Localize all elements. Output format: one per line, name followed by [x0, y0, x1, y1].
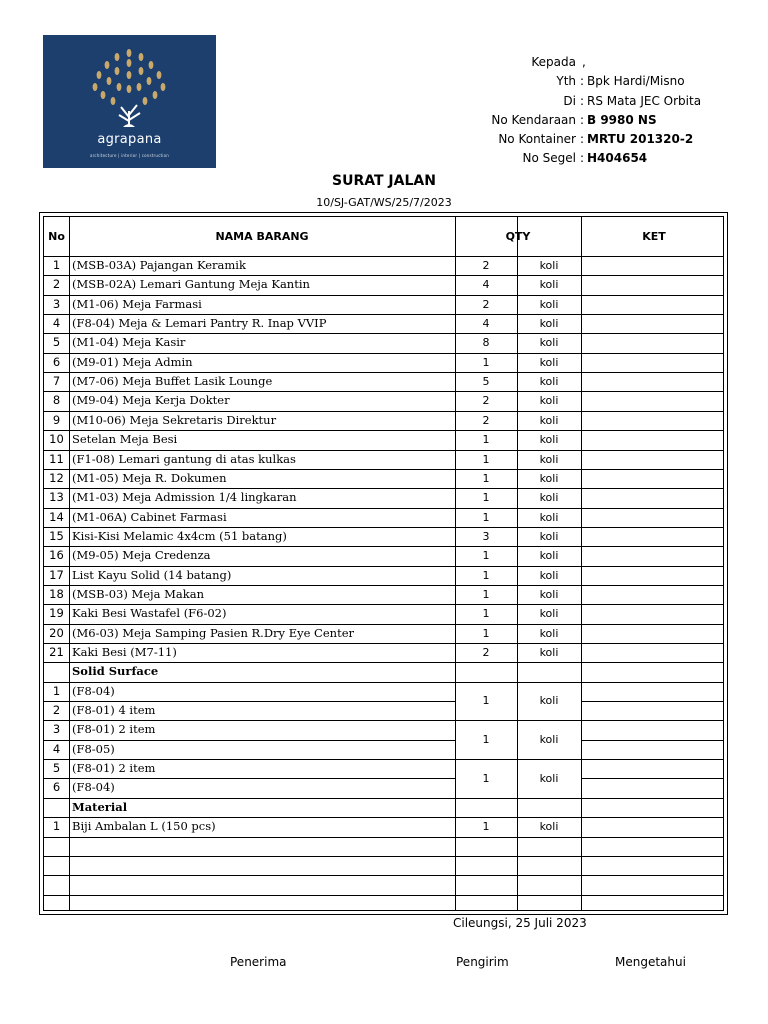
- header-field: [440, 113, 740, 131]
- row-number: 21: [49, 645, 64, 659]
- row-divider: [44, 682, 723, 683]
- item-name: List Kayu Solid (14 batang): [72, 567, 232, 582]
- header-field: [440, 94, 740, 112]
- header-field-label: Yth: [556, 74, 576, 88]
- acknowledger-label: Mengetahui: [615, 955, 686, 969]
- item-name: Biji Ambalan L (150 pcs): [72, 819, 216, 834]
- item-qty: 5: [482, 375, 490, 389]
- item-unit: koli: [539, 259, 559, 272]
- row-divider: [44, 856, 723, 857]
- leaf-mark: [147, 77, 152, 85]
- row-number: 19: [49, 606, 64, 621]
- item-name: (F1-08) Lemari gantung di atas kulkas: [72, 451, 296, 466]
- item-unit: koli: [539, 394, 559, 408]
- header-field: [440, 55, 740, 73]
- item-name: (F8-01) 2 item: [72, 761, 156, 776]
- leaf-mark: [161, 83, 166, 91]
- group-unit: koli: [539, 733, 559, 747]
- item-name: (M1-05) Meja R. Dokumen: [72, 470, 227, 485]
- item-unit: koli: [539, 568, 559, 582]
- group-unit: koli: [539, 694, 559, 708]
- item-name: (F8-04): [72, 683, 115, 698]
- group-qty: 1: [482, 694, 490, 708]
- row-number: 15: [49, 528, 64, 543]
- group-unit: koli: [539, 771, 559, 785]
- item-qty: 1: [482, 607, 490, 621]
- leaf-mark: [93, 83, 98, 91]
- item-unit: koli: [539, 355, 559, 369]
- item-name: (F8-04) Meja & Lemari Pantry R. Inap VVIP: [72, 316, 327, 331]
- item-unit: koli: [539, 587, 559, 601]
- leaf-mark: [127, 49, 132, 57]
- row-divider: [44, 895, 723, 896]
- document-number: 10/SJ-GAT/WS/25/7/2023: [316, 196, 452, 209]
- leaf-mark: [143, 97, 148, 105]
- item-qty: 2: [482, 646, 490, 659]
- item-name: (M1-03) Meja Admission 1/4 lingkaran: [72, 490, 297, 505]
- group-qty: 1: [482, 733, 490, 747]
- header-field-colon: :: [580, 74, 585, 88]
- logo-name: agrapana: [97, 132, 162, 147]
- items-table: [39, 212, 728, 915]
- header-field-value: RS Mata JEC Orbita: [587, 94, 702, 108]
- header-field: [440, 151, 740, 169]
- item-qty: 4: [482, 278, 490, 292]
- item-qty: 1: [482, 626, 490, 640]
- item-unit: koli: [539, 491, 559, 505]
- header-name: NAMA BARANG: [215, 230, 309, 243]
- header-qty: QTY: [505, 230, 531, 243]
- leaf-mark: [97, 71, 102, 79]
- item-name: (MSB-02A) Lemari Gantung Meja Kantin: [72, 277, 310, 292]
- row-number: 3: [52, 722, 61, 737]
- leaf-mark: [101, 91, 106, 99]
- row-number: 1: [52, 258, 61, 272]
- item-qty: 1: [482, 549, 490, 563]
- item-name: (M1-04) Meja Kasir: [72, 335, 186, 350]
- leaf-mark: [111, 97, 116, 105]
- row-divider: [581, 701, 723, 702]
- item-name: (F8-04): [72, 780, 115, 795]
- item-unit: koli: [539, 510, 559, 524]
- row-number: 5: [52, 335, 61, 350]
- item-qty: 2: [482, 413, 490, 427]
- item-unit: koli: [539, 529, 559, 543]
- row-number: 5: [52, 761, 61, 776]
- leaf-mark: [107, 77, 112, 85]
- item-name: (MSB-03) Meja Makan: [72, 586, 204, 601]
- header-field-value: B 9980 NS: [587, 113, 657, 127]
- sender-label: Pengirim: [456, 955, 509, 969]
- row-divider: [44, 875, 723, 876]
- row-number: 16: [49, 548, 64, 563]
- item-name: (M1-06) Meja Farmasi: [72, 296, 202, 311]
- item-name: Setelan Meja Besi: [72, 432, 178, 447]
- item-unit: koli: [539, 297, 559, 311]
- row-divider: [44, 798, 723, 799]
- item-name: Kisi-Kisi Melamic 4x4cm (51 batang): [72, 528, 287, 543]
- leaf-mark: [157, 71, 162, 79]
- header-field-value: MRTU 201320-2: [587, 132, 694, 146]
- item-qty: 4: [482, 317, 490, 331]
- item-qty: 2: [482, 297, 490, 311]
- item-name: (M9-04) Meja Kerja Dokter: [72, 393, 230, 408]
- row-number: 2: [52, 703, 61, 718]
- leaf-mark: [139, 67, 144, 75]
- item-unit: koli: [539, 452, 559, 466]
- header-field: [440, 74, 740, 92]
- header-field-label: No Kontainer: [498, 132, 576, 146]
- item-name: (F8-05): [72, 741, 115, 756]
- header-field-label: Kepada: [531, 55, 576, 69]
- row-number: 17: [49, 567, 64, 582]
- leaf-mark: [117, 83, 122, 91]
- item-qty: 1: [482, 820, 490, 834]
- row-number: 6: [52, 780, 61, 795]
- header-field-colon: :: [580, 151, 585, 165]
- row-divider: [581, 740, 723, 741]
- item-unit: koli: [539, 278, 559, 292]
- item-unit: koli: [539, 471, 559, 485]
- group-qty: 1: [482, 771, 490, 785]
- column-divider: [581, 217, 582, 910]
- column-divider: [69, 217, 70, 910]
- item-unit: koli: [539, 820, 559, 834]
- tree-logo-icon: [43, 35, 216, 168]
- row-number: 8: [52, 393, 61, 408]
- receiver-label: Penerima: [230, 955, 287, 969]
- section-title-material: Material: [72, 799, 128, 814]
- item-name: (M6-03) Meja Samping Pasien R.Dry Eye Center: [72, 625, 354, 640]
- item-name: Kaki Besi Wastafel (F6-02): [72, 606, 227, 621]
- item-qty: 1: [482, 355, 490, 369]
- row-number: 14: [49, 509, 64, 524]
- item-qty: 1: [482, 587, 490, 601]
- leaf-mark: [127, 59, 132, 67]
- item-name: (M7-06) Meja Buffet Lasik Lounge: [72, 374, 273, 389]
- item-unit: koli: [539, 336, 559, 350]
- row-number: 20: [49, 625, 64, 640]
- logo-tagline: architecture | interior | construction: [90, 153, 169, 158]
- leaf-mark: [137, 83, 142, 91]
- leaf-mark: [139, 53, 144, 61]
- item-qty: 1: [482, 452, 490, 466]
- item-name: (M9-05) Meja Credenza: [72, 548, 211, 563]
- row-number: 1: [52, 819, 61, 834]
- item-name: (M9-01) Meja Admin: [72, 354, 193, 369]
- row-divider: [581, 778, 723, 779]
- section-title-solid: Solid Surface: [72, 664, 159, 679]
- item-unit: koli: [539, 607, 559, 621]
- item-qty: 2: [482, 394, 490, 408]
- header-field-colon: :: [580, 94, 585, 108]
- item-unit: koli: [539, 413, 559, 427]
- leaf-mark: [127, 71, 132, 79]
- leaf-mark: [115, 53, 120, 61]
- leaf-mark: [127, 85, 132, 93]
- place-date: Cileungsi, 25 Juli 2023: [453, 916, 587, 930]
- header-field-value: H404654: [587, 151, 648, 165]
- header-field-label: No Segel: [522, 151, 576, 165]
- item-unit: koli: [539, 317, 559, 331]
- item-qty: 1: [482, 433, 490, 447]
- item-name: (MSB-03A) Pajangan Keramik: [72, 258, 246, 272]
- item-qty: 1: [482, 510, 490, 524]
- item-qty: 2: [482, 259, 490, 272]
- item-unit: koli: [539, 375, 559, 389]
- item-unit: koli: [539, 646, 559, 659]
- header-field-colon: :: [580, 113, 585, 127]
- item-unit: koli: [539, 549, 559, 563]
- item-qty: 8: [482, 336, 490, 350]
- item-name: (F8-01) 4 item: [72, 703, 156, 718]
- item-unit: koli: [539, 626, 559, 640]
- row-number: 18: [49, 586, 64, 601]
- document-title: SURAT JALAN: [332, 173, 436, 189]
- leaf-mark: [115, 67, 120, 75]
- header-field-value: ,: [582, 55, 586, 69]
- items-table-grid: [43, 216, 724, 911]
- leaf-mark: [153, 91, 158, 99]
- leaf-mark: [105, 61, 110, 69]
- row-number: 12: [49, 470, 64, 485]
- item-name: (F8-01) 2 item: [72, 722, 156, 737]
- row-number: 4: [52, 741, 61, 756]
- item-name: (M1-06A) Cabinet Farmasi: [72, 509, 227, 524]
- item-name: Kaki Besi (M7-11): [72, 645, 177, 659]
- row-number: 9: [52, 412, 61, 427]
- row-number: 2: [52, 277, 61, 292]
- row-number: 13: [49, 490, 64, 505]
- row-number: 6: [52, 354, 61, 369]
- item-qty: 3: [482, 529, 490, 543]
- row-number: 1: [52, 683, 61, 698]
- item-name: (M10-06) Meja Sekretaris Direktur: [72, 412, 277, 427]
- row-number: 10: [49, 432, 64, 447]
- row-number: 3: [52, 296, 61, 311]
- row-number: 4: [52, 316, 61, 331]
- header-field: [440, 132, 740, 150]
- item-unit: koli: [539, 433, 559, 447]
- item-qty: 1: [482, 491, 490, 505]
- item-qty: 1: [482, 568, 490, 582]
- header-no: No: [48, 230, 65, 243]
- leaf-mark: [149, 61, 154, 69]
- header-field-colon: :: [580, 132, 585, 146]
- company-logo: [43, 35, 216, 168]
- header-ket: KET: [642, 230, 666, 243]
- header-field-value: Bpk Hardi/Misno: [587, 74, 685, 88]
- header-field-label: No Kendaraan: [491, 113, 576, 127]
- row-number: 11: [49, 451, 64, 466]
- row-number: 7: [52, 374, 61, 389]
- row-divider: [44, 837, 723, 838]
- item-qty: 1: [482, 471, 490, 485]
- header-field-label: Di: [563, 94, 576, 108]
